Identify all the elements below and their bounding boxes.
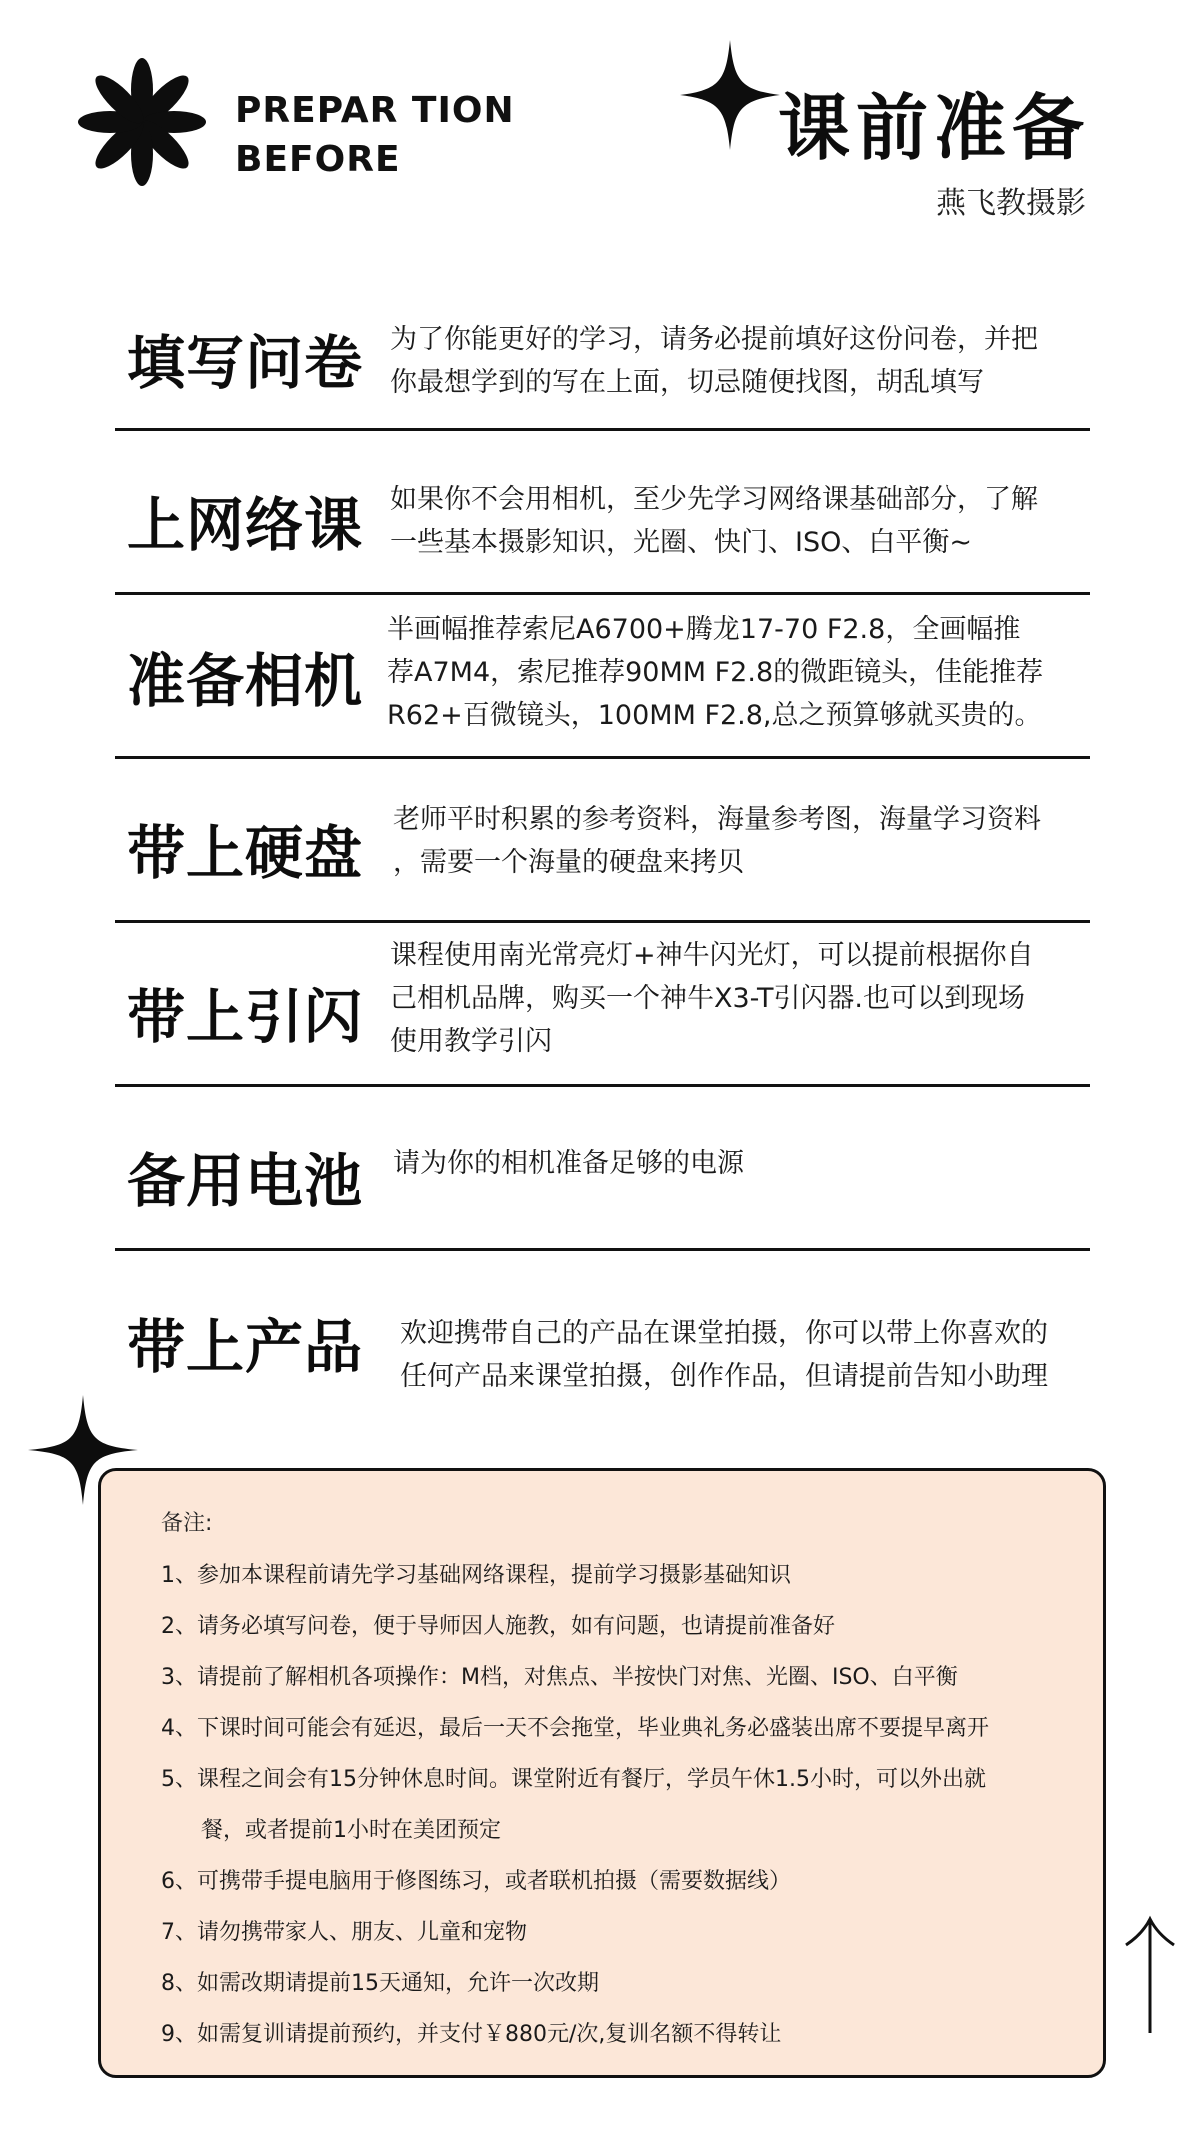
english-title-line2: BEFORE [235,139,401,180]
section-label: 上网络课 [127,491,364,559]
note-item: 1、参加本课程前请先学习基础网络课程，提前学习摄影基础知识 [161,1563,791,1588]
note-item: 2、请务必填写问卷，便于导师因人施教，如有问题，也请提前准备好 [161,1614,835,1639]
section-label: 备用电池 [127,1147,364,1215]
divider [115,756,1090,759]
english-title [235,86,515,184]
page-title: 课前准备 [778,86,1091,170]
divider [115,920,1090,923]
section-questionnaire [115,300,1090,430]
note-item: 5、课程之间会有15分钟休息时间。课堂附近有餐厅，学员午休1.5小时，可以外出就 [161,1767,986,1792]
english-title-line1: PREPAR TION [235,90,515,131]
notes-title: 备注: [161,1511,213,1536]
note-item: 6、可携带手提电脑用于修图练习，或者联机拍摄（需要数据线） [161,1869,791,1894]
note-item-continuation: 餐，或者提前1小时在美团预定 [201,1818,501,1843]
flower-logo-icon [78,58,206,186]
section-product [115,1252,1090,1402]
section-description: 如果你不会用相机，至少先学习网络课基础部分，了解 一些基本摄影知识，光圈、快门、ISO、白平衡~ [390,484,1038,558]
note-item: 4、下课时间可能会有延迟，最后一天不会拖堂，毕业典礼务必盛装出席不要提早离开 [161,1716,989,1741]
sparkle-star-icon [680,40,780,150]
section-description: 欢迎携带自己的产品在课堂拍摄，你可以带上你喜欢的 任何产品来课堂拍摄，创作作品，但请提前告知小助理 [400,1318,1048,1392]
note-item: 7、请勿携带家人、朋友、儿童和宠物 [161,1920,527,1945]
section-description: 为了你能更好的学习，请务必提前填好这份问卷，并把 你最想学到的写在上面，切忌随便找图，胡乱填写 [390,324,1038,398]
section-description: 老师平时积累的参考资料，海量参考图，海量学习资料 ，需要一个海量的硬盘来拷贝 [393,804,1041,878]
section-label: 带上硬盘 [127,819,364,887]
section-battery [115,1088,1090,1248]
divider [115,1084,1090,1087]
note-item: 8、如需改期请提前15天通知，允许一次改期 [161,1971,599,1996]
section-description: 请为你的相机准备足够的电源 [393,1148,744,1179]
section-online-course [115,432,1090,592]
page-subtitle: 燕飞教摄影 [936,186,1086,221]
arrow-up-icon [1120,1915,1180,2035]
section-label: 准备相机 [127,647,364,715]
divider [115,428,1090,431]
notes-box [98,1468,1106,2078]
section-description: 课程使用南光常亮灯+神牛闪光灯，可以提前根据你自 己相机品牌，购买一个神牛X3-T引闪器.也可以到现场 使用教学引闪 [390,940,1034,1057]
section-flash-trigger [115,924,1090,1084]
note-item: 9、如需复训请提前预约，并支付￥880元/次,复训名额不得转让 [161,2022,782,2047]
divider [115,1248,1090,1251]
section-label: 带上引闪 [127,983,364,1051]
section-description: 半画幅推荐索尼A6700+腾龙17-70 F2.8，全画幅推 荐A7M4，索尼推荐90MM F2.8的微距镜头，佳能推荐 R62+百微镜头，100MM F2.8,总之预算够就买贵的。 [387,614,1044,731]
divider [115,592,1090,595]
section-label: 填写问卷 [127,329,364,397]
note-item: 3、请提前了解相机各项操作：M档，对焦点、半按快门对焦、光圈、ISO、白平衡 [161,1665,958,1690]
section-hard-drive [115,760,1090,920]
section-camera [115,596,1090,756]
section-label: 带上产品 [127,1313,364,1381]
